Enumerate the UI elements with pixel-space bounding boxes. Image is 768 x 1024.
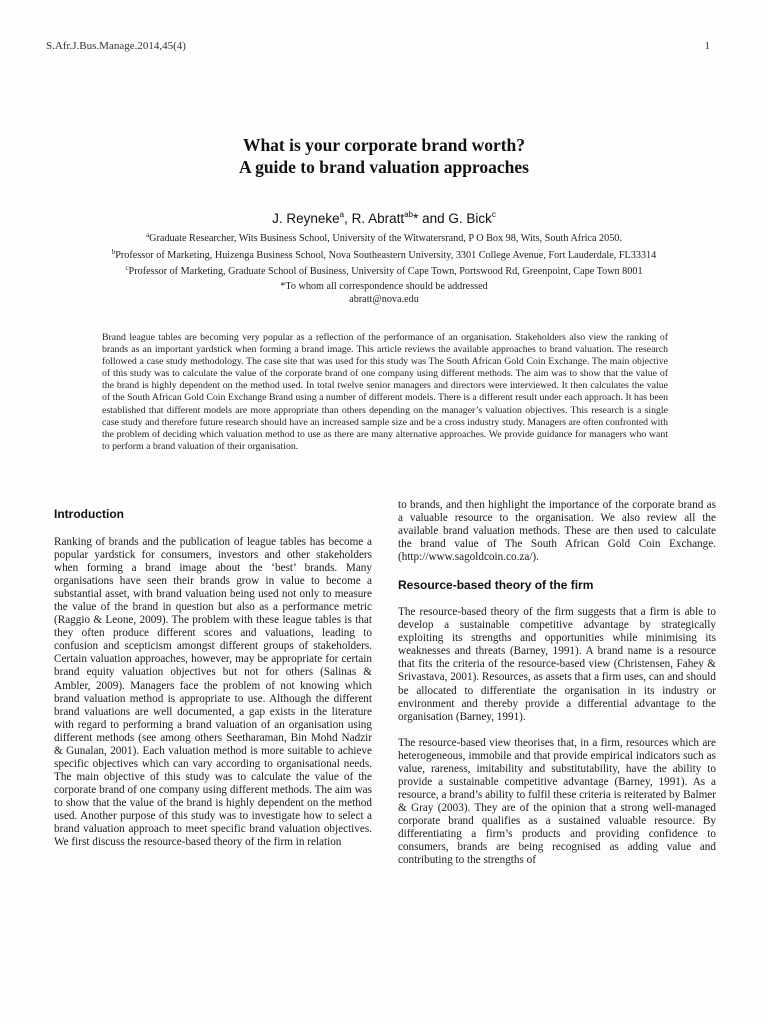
abstract: Brand league tables are becoming very popular as a reflection of the performance of an organisation. Stakeholders also view the ranking of brands as an important yardstick when forming a brand image. This article reviews the available approaches to brand valuation. The research followed a case study methodology. The case site that was used for this study was The South African Gold Coin Exchange. The main objective of this study was to calculate the value of the corporate brand of one company using different methods. The aim was to show that the value of the brand is highly dependent on the method used. In total twelve senior managers and directors were interviewed. It then calculates the value of the South African Gold Coin Exchange Brand using a number of different models. There is a different result under each approach. It has been established that different models are more appropriate than others depending on the manager’s valuation objectives. This research is a single case study and therefore future research should have an increased sample size and be a cross industry study. Managers are often confronted with the problem of deciding which valuation method to use as there are many alternative approaches. We provide guidance for managers who want to perform a brand valuation of their organisation. <box>102 332 668 452</box>
paper-title <box>0 134 768 178</box>
affiliation-a-text: Graduate Researcher, Wits Business School, University of the Witwatersrand, P O Box 98, Wits, South Africa 2050. <box>149 233 622 244</box>
resource-based-paragraph-1: The resource-based theory of the firm suggests that a firm is able to develop a sustainable competitive advantage by strategically exploiting its strengths and opportunities while minimising its weaknesses and threats (Barney, 1991). A brand name is a resource that fits the criteria of the resource-based view (Christensen, Fahey & Srivastava, 2001). Resources, as assets that a firm uses, can and should be allocated to differentiate the organisation in its industry or environment and thereby provide a differential advantage to the organisation (Barney, 1991). <box>398 606 716 723</box>
affiliation-c-text: Professor of Marketing, Graduate School of Business, University of Cape Town, Portswood Rd, Greenpoint, Cape Town 8001 <box>128 266 643 277</box>
affiliation-b <box>0 246 768 263</box>
left-column <box>54 506 372 849</box>
corresponding-mark: * <box>413 211 419 226</box>
introduction-paragraph-1: Ranking of brands and the publication of league tables has become a popular yardstick for consumers, investors and other stakeholders when forming a brand image about the ‘best’ brands. Many organisations have seen their brands grow in value to become a substantial asset, with brand valuation being used not only to measure the value of the brand in question but also as a performance metric (Raggio & Leone, 2009). The problem with these league tables is that they often produce different scores and valuations, leading to confusion and scepticism amongst different groups of stakeholders. Certain valuation approaches, however, may be appropriate for certain brand equity valuation objectives but not for others (Salinas & Ambler, 2009). Managers face the problem of not knowing which brand valuation method is appropriate to use. Although the different brand valuations are well documented, a gap exists in the literature with regard to performing a brand valuation of an organisation using different methods (see among others Seetharaman, Bin Mohd Nadzir & Gunalan, 2001). Each valuation method is more suitable to achieve specific objectives which can vary according to organisational needs. The main objective of this study was to calculate the value of the corporate brand of one company using different methods. The aim was to show that the value of the brand is highly dependent on the method used. Another purpose of this study was to investigate how to select a brand valuation approach to meet specific brand valuation objectives. We first discuss the resource-based theory of the firm in relation <box>54 536 372 849</box>
affiliation-c <box>0 262 768 279</box>
author-3-sup: c <box>491 210 496 219</box>
journal-reference: S.Afr.J.Bus.Manage.2014,45(4) <box>46 40 186 52</box>
correspondence-email: abratt@nova.edu <box>349 293 419 305</box>
affiliations <box>0 229 768 279</box>
introduction-paragraph-continued: to brands, and then highlight the importance of the corporate brand as a valuable resource to the organisation. We also review all the available brand valuation methods. These are then used to calculate the brand value of The South African Gold Coin Exchange. (http://www.sagoldcoin.co.za/). <box>398 499 716 564</box>
resource-based-paragraph-2: The resource-based view theorises that, in a firm, resources which are heterogeneous, immobile and that provide empirical indicators such as value, rareness, imitability and substitutability, have the ability to provide a sustainable competitive advantage (Barney, 1991). As a resource, a brand’s ability to fulfil these criteria is reiterated by Balmer & Gray (2003). They are of the opinion that a strong well-managed corporate brand qualifies as a sustained valuable resource. By differentiating a firm’s products and providing confidence to consumers, brands are being recognised as adding value and contributing to the strengths of <box>398 736 716 867</box>
affiliation-a <box>0 229 768 246</box>
affiliation-b-sup: b <box>111 247 116 256</box>
title-line-2: A guide to brand valuation approaches <box>239 157 529 177</box>
author-list: J. Reyneke$^a$, R. Abratt$^{ab}$* and G. Bick$^c$ <box>272 210 496 226</box>
introduction-heading: Introduction <box>54 507 124 521</box>
correspondence-line: *To whom all correspondence should be addressed <box>280 281 488 292</box>
title-line-1: What is your corporate brand worth? <box>242 135 526 155</box>
affiliation-c-sup: c <box>125 264 129 272</box>
author-2-sup: ab <box>404 210 414 219</box>
page-number: 1 <box>704 40 710 52</box>
author-2-name: R. Abratt <box>351 211 405 226</box>
resource-based-heading: Resource-based theory of the firm <box>398 578 594 593</box>
author-1-sup: a <box>339 210 345 219</box>
author-separator: and <box>418 211 449 226</box>
affiliation-b-text: Professor of Marketing, Huizenga Business School, Nova Southeastern University, 3301 College Avenue, Fort Lauderdale, FL33314 <box>115 249 657 261</box>
affiliation-a-sup: a <box>146 231 150 239</box>
right-column <box>398 499 716 867</box>
correspondence-note <box>0 281 768 306</box>
author-3-name: G. Bick <box>448 211 492 226</box>
author-1-name: J. Reyneke <box>272 211 340 226</box>
